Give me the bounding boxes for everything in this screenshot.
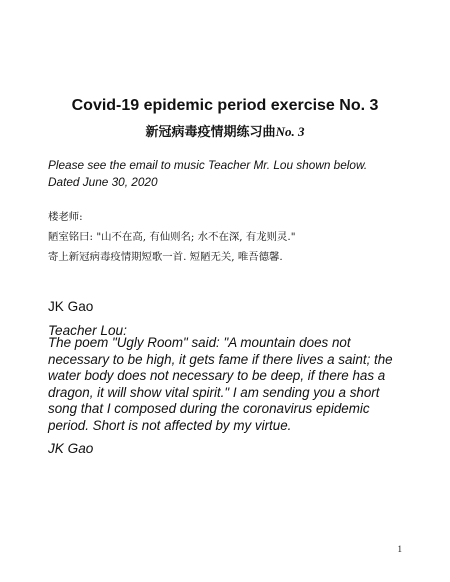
body-line: dragon, it will show vital spirit." I am sending you a short	[48, 384, 380, 400]
page-title: Covid-19 epidemic period exercise No. 3	[71, 97, 379, 114]
english-letter-body	[48, 335, 443, 434]
chinese-subtitle-text: 新冠病毒疫情期练习曲	[145, 125, 276, 140]
intro-line: Please see the email to music Teacher Mr. Lou shown below.	[48, 158, 368, 172]
body-line: water body does not necessary to be deep, if there has a	[48, 368, 386, 383]
body-line: necessary to be high, it gets fame if there lives a saint; the	[48, 351, 393, 367]
signature-bottom: JK Gao	[48, 441, 94, 456]
body-line: period. Short is not affected by my virtue.	[48, 417, 292, 433]
body-line: song that I composed during the coronavirus epidemic	[48, 401, 370, 416]
chinese-greeting: 楼老师:	[48, 211, 83, 223]
chinese-quote-line: 陋室铭曰: "山不在高, 有仙则名; 水不在深, 有龙则灵."	[48, 231, 296, 243]
english-salutation: Teacher Lou:	[48, 323, 127, 338]
chinese-letter	[48, 207, 428, 267]
body-line: The poem "Ugly Room" said: "A mountain does not	[48, 335, 351, 350]
signature-top: JK Gao	[48, 299, 94, 314]
intro-paragraph	[48, 157, 428, 191]
page-number: 1	[397, 544, 402, 554]
intro-date-line: Dated June 30, 2020	[48, 175, 158, 189]
chinese-subtitle	[0, 121, 450, 140]
subtitle-number: No. 3	[275, 124, 305, 139]
chinese-message-line: 寄上新冠病毒疫情期短歌一首. 短陋无关, 唯吾德馨.	[48, 251, 283, 263]
